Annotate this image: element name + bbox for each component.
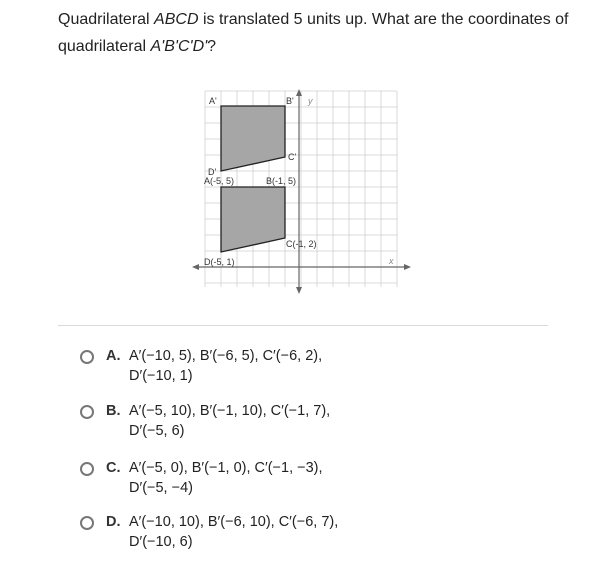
choice-letter: D. xyxy=(106,514,121,530)
section-divider xyxy=(58,325,548,326)
choice-text-line1: A′(−5, 0), B′(−1, 0), C′(−1, −3), xyxy=(129,460,323,476)
choice-d[interactable] xyxy=(80,514,560,564)
label-a-prime: A' xyxy=(209,96,217,106)
radio-button[interactable] xyxy=(80,405,94,419)
label-d: D(-5, 1) xyxy=(204,257,235,267)
label-b: B(-1, 5) xyxy=(266,176,297,186)
choice-text-line2: D′(−5, 6) xyxy=(129,423,185,439)
label-c-prime: C' xyxy=(288,152,297,162)
label-b-prime: B' xyxy=(286,96,294,106)
x-axis-arrow-left xyxy=(192,264,199,270)
choice-text-line2: D′(−5, −4) xyxy=(129,480,193,496)
question-text xyxy=(58,6,578,60)
y-axis-arrow-down xyxy=(296,287,302,294)
choice-text-line1: A′(−5, 10), B′(−1, 10), C′(−1, 7), xyxy=(129,403,331,419)
x-axis-arrow-right xyxy=(404,264,411,270)
label-y-axis: y xyxy=(308,96,313,106)
choice-text-line1: A′(−10, 5), B′(−6, 5), C′(−6, 2), xyxy=(129,348,323,364)
shape-abcd-prime: A'B'C'D' xyxy=(150,38,208,55)
shape-abcd: ABCD xyxy=(154,11,199,28)
choice-a[interactable] xyxy=(80,348,560,398)
choice-text-line2: D′(−10, 1) xyxy=(129,368,193,384)
label-d-prime: D' xyxy=(208,167,217,177)
question-line2-prefix: quadrilateral xyxy=(58,38,151,55)
radio-button[interactable] xyxy=(80,462,94,476)
choice-text-line1: A′(−10, 10), B′(−6, 10), C′(−6, 7), xyxy=(129,514,339,530)
label-a: A(-5, 5) xyxy=(204,176,235,186)
choice-b[interactable] xyxy=(80,403,560,453)
radio-button[interactable] xyxy=(80,350,94,364)
question-middle: is translated 5 units up. What are the coordinates of xyxy=(198,11,569,28)
choice-letter: C. xyxy=(106,460,121,476)
radio-button[interactable] xyxy=(80,516,94,530)
choice-letter: A. xyxy=(106,348,121,364)
quadrilateral-original xyxy=(221,187,285,252)
choice-text-line2: D′(−10, 6) xyxy=(129,534,193,550)
coordinate-graph xyxy=(190,80,420,295)
choice-letter: B. xyxy=(106,403,121,419)
choice-c[interactable] xyxy=(80,460,560,510)
question-prefix: Quadrilateral xyxy=(58,11,155,28)
label-c: C(-1, 2) xyxy=(286,239,317,249)
label-x-axis: x xyxy=(389,256,394,266)
quadrilateral-image xyxy=(221,106,285,171)
question-suffix: ? xyxy=(207,38,217,55)
